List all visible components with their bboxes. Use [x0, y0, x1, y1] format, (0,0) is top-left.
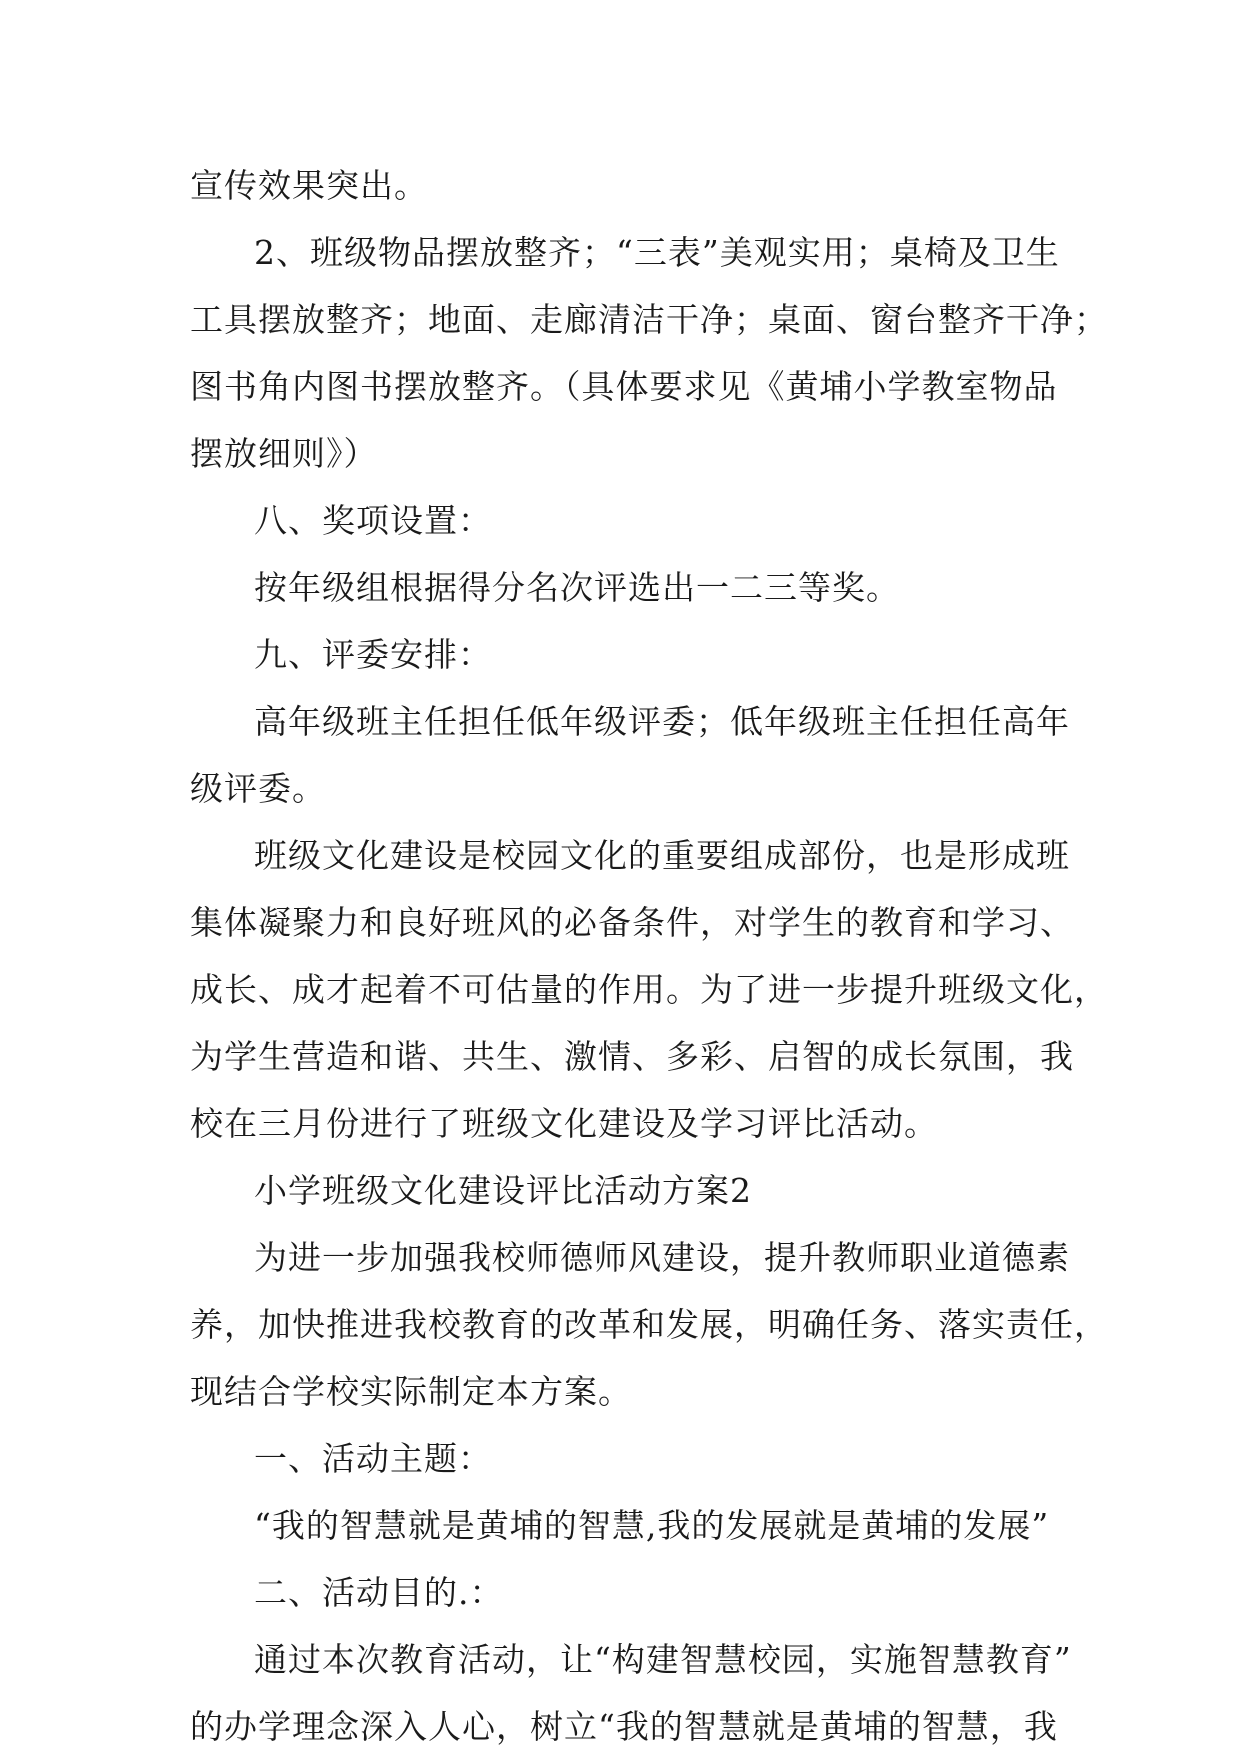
- text-line: 按年级组根据得分名次评选出一二三等奖。: [254, 568, 900, 607]
- text-line: 为学生营造和谐、共生、激情、多彩、启智的成长氛围，我: [190, 1037, 1074, 1076]
- text-line: 养，加快推进我校教育的改革和发展，明确任务、落实责任，: [190, 1305, 1108, 1344]
- section-heading: 一、活动主题：: [254, 1439, 492, 1478]
- document-body: [190, 152, 1108, 1760]
- text-line: 宣传效果突出。: [190, 166, 428, 205]
- text-line: 成长、成才起着不可估量的作用。为了进一步提升班级文化，: [190, 970, 1108, 1009]
- text-line: 图书角内图书摆放整齐。（具体要求见《黄埔小学教室物品: [190, 367, 1058, 406]
- text-line: 高年级班主任担任低年级评委；低年级班主任担任高年: [254, 702, 1070, 741]
- section-heading: 九、评委安排：: [254, 635, 492, 674]
- section-heading: 二、活动目的.：: [254, 1573, 504, 1612]
- document-subtitle: 小学班级文化建设评比活动方案2: [254, 1171, 752, 1210]
- text-line: 工具摆放整齐；地面、走廊清洁干净；桌面、窗台整齐干净；: [190, 300, 1108, 339]
- text-line: 级评委。: [190, 769, 326, 808]
- section-heading: 八、奖项设置：: [254, 501, 492, 540]
- text-line: 2、班级物品摆放整齐；“三表”美观实用；桌椅及卫生: [254, 233, 1060, 272]
- text-line: 的办学理念深入人心，树立“我的智慧就是黄埔的智慧，我: [190, 1707, 1058, 1746]
- text-line: 通过本次教育活动，让“构建智慧校园，实施智慧教育”: [254, 1640, 1072, 1679]
- text-line: “我的智慧就是黄埔的智慧,我的发展就是黄埔的发展”: [254, 1506, 1050, 1545]
- text-line: 校在三月份进行了班级文化建设及学习评比活动。: [190, 1104, 938, 1143]
- text-line: 班级文化建设是校园文化的重要组成部份，也是形成班: [254, 836, 1070, 875]
- text-line: 集体凝聚力和良好班风的必备条件，对学生的教育和学习、: [190, 903, 1074, 942]
- text-line: 为进一步加强我校师德师风建设，提升教师职业道德素: [254, 1238, 1070, 1277]
- text-line: 现结合学校实际制定本方案。: [190, 1372, 632, 1411]
- text-line: 摆放细则》）: [190, 434, 378, 473]
